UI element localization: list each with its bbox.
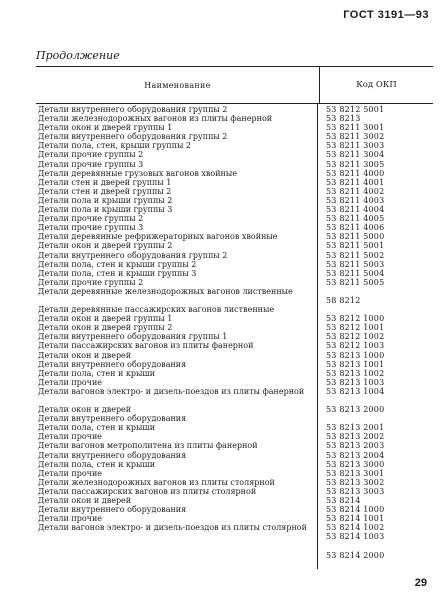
table-row-name: Детали окон и дверей <box>38 496 132 506</box>
table-row-name: Детали внутреннего оборудования группы 2 <box>38 250 228 260</box>
table-row-name: Детали окон и дверей группы 2 <box>38 323 173 333</box>
table-row-code: 53 8211 3001 <box>326 123 385 133</box>
table-row-code <box>318 405 433 423</box>
table-row-name: Детали пола, стен и крыши <box>38 368 156 378</box>
names-column <box>36 104 318 569</box>
table-row-code: 53 8211 4001 <box>326 177 385 187</box>
table-row-code: 53 8211 4005 <box>326 214 385 224</box>
table-row-code-value: 58 8212 <box>326 295 361 305</box>
table-row-name: Детали прочие группы 3 <box>38 159 144 169</box>
table-row-code: 53 8211 4004 <box>326 205 385 215</box>
table-row-code: 53 8211 3005 <box>326 159 385 169</box>
table-row-code: 53 8213 2002 <box>326 432 385 442</box>
table-row-code: 53 8211 5005 <box>326 277 385 287</box>
table-row-code: 53 8213 3001 <box>326 468 385 478</box>
table-row-code: 53 8213 1003 <box>326 377 385 387</box>
table-row-name: Детали внутреннего оборудования группы 2 <box>38 105 228 114</box>
table-row-code <box>318 551 433 569</box>
table-row-code: 53 8211 3002 <box>326 132 385 142</box>
table-row-name: Детали пола, стен и крыши группы 2 <box>38 259 197 269</box>
table-row-name: Детали прочие <box>38 468 103 478</box>
table-row-name: Детали внутреннего оборудования <box>38 505 187 515</box>
table-row-code: 53 8214 1000 <box>326 505 385 515</box>
table-row-code: 53 8211 5002 <box>326 250 385 260</box>
table-row-name: Детали пассажирских вагонов из плиты столярной <box>38 486 257 496</box>
table-row-name: Детали железнодорожных вагонов из плиты фанерной <box>38 114 273 124</box>
table-header <box>36 67 433 104</box>
table-row-name: Детали прочие группы 2 <box>38 214 144 224</box>
table-row-name: Детали прочие группы 2 <box>38 277 144 287</box>
table-row-name: Детали окон и дверей группы 1 <box>38 123 173 133</box>
table-row-name: Детали пола и крыши группы 3 <box>38 205 173 215</box>
table-row-name: Детали пола, стен и крыши <box>38 459 156 469</box>
table-row-code: 53 8214 <box>326 496 361 506</box>
standard-number: ГОСТ 3191—93 <box>343 9 429 21</box>
table-row-name: Детали пола, стен и крыши группы 3 <box>38 268 197 278</box>
table-row-code: 53 8213 1000 <box>326 350 385 360</box>
codes-column <box>318 104 433 569</box>
table-row-name: Детали вагонов электро- и дизель-поездов из плиты фанерной <box>38 386 305 396</box>
table-row-code: 53 8214 1002 <box>326 523 385 533</box>
table-row-name: Детали пола, стен и крыши <box>38 423 156 433</box>
table-row-name: Детали внутреннего оборудования <box>38 359 187 369</box>
table-row-code <box>318 296 433 314</box>
table-row-code: 53 8213 <box>326 114 361 124</box>
table-body <box>36 104 433 569</box>
table-row-name: Детали деревянные железнодорожных вагонов лиственные <box>38 286 293 296</box>
table-row-name: Детали прочие группы 2 <box>38 150 144 160</box>
table-row-name: Детали стен и дверей группы 1 <box>38 177 172 187</box>
table-row-code-value: 53 8213 2000 <box>326 405 385 415</box>
table-row-name: Детали прочие <box>38 514 103 524</box>
table-row-name: Детали пассажирских вагонов из плиты фанерной <box>38 341 254 351</box>
table-row-name: Детали внутреннего оборудования <box>38 414 187 424</box>
table-row-code: 53 8213 2003 <box>326 441 385 451</box>
table-row-code: 53 8213 3003 <box>326 486 385 496</box>
table-row-code: 53 8213 2001 <box>326 423 385 433</box>
continuation-label: Продолжение <box>36 49 120 62</box>
table-row-code: 53 8213 2004 <box>326 450 385 460</box>
table-row-code: 53 8211 4006 <box>326 223 385 233</box>
table-row-code: 53 8211 3004 <box>326 150 385 160</box>
table-row-code: 53 8213 3000 <box>326 459 385 469</box>
table-row-code: 53 8213 1004 <box>326 386 385 396</box>
table-row-name: Детали вагонов электро- и дизель-поездов из плиты столярной <box>38 523 307 533</box>
table-row-code-value: 53 8214 2000 <box>326 550 385 560</box>
table-row-name: Детали деревянные пассажирских вагонов лиственные <box>38 305 275 315</box>
column-header-name: Наименование <box>36 67 320 103</box>
table-row-name: Детали окон и дверей <box>38 405 132 415</box>
table-row-name: Детали внутреннего оборудования <box>38 450 187 460</box>
table-row-name: Детали прочие <box>38 377 103 387</box>
product-code-table <box>36 66 433 569</box>
table-row-code: 53 8212 1002 <box>326 332 385 342</box>
table-row-name: Детали внутреннего оборудования группы 1 <box>38 332 228 342</box>
table-row-code: 53 8212 5001 <box>326 105 385 114</box>
table-row-code: 53 8214 1003 <box>326 532 385 542</box>
table-row-code: 53 8211 5001 <box>326 241 385 251</box>
page-number: 29 <box>414 577 427 589</box>
table-row-code: 53 8214 1001 <box>326 514 385 524</box>
table-row-code: 53 8211 5004 <box>326 268 385 278</box>
table-row-name: Детали деревянные грузовых вагонов хвойные <box>38 168 237 178</box>
table-row-name: Детали вагонов метрополитена из плиты фанерной <box>38 441 258 451</box>
table-row-name: Детали внутреннего оборудования группы 2 <box>38 132 228 142</box>
table-row-name: Детали прочие <box>38 432 103 442</box>
column-header-code: Код ОКП <box>356 80 397 90</box>
table-row-code: 53 8211 5003 <box>326 259 385 269</box>
table-row-name: Детали деревянные рефрижераторных вагонов хвойные <box>38 232 278 242</box>
table-row-code: 53 8213 1002 <box>326 368 385 378</box>
table-row-name: Детали окон и дверей <box>38 350 132 360</box>
table-row-name: Детали пола, стен, крыши группы 2 <box>38 141 192 151</box>
table-row-code: 53 8212 1001 <box>326 323 385 333</box>
table-row-code: 53 8211 3003 <box>326 141 385 151</box>
table-row-name: Детали железнодорожных вагонов из плиты столярной <box>38 477 275 487</box>
table-row-name: Детали окон и дверей группы 1 <box>38 314 173 324</box>
table-row-name: Детали окон и дверей группы 2 <box>38 241 173 251</box>
table-row-code: 53 8211 5000 <box>326 232 385 242</box>
table-row-code: 53 8211 4003 <box>326 195 385 205</box>
table-row-code: 53 8213 3002 <box>326 477 385 487</box>
table-row-code: 53 8211 4000 <box>326 168 385 178</box>
table-row-code: 53 8213 1001 <box>326 359 385 369</box>
table-row-code: 53 8212 1003 <box>326 341 385 351</box>
table-row-code: 53 8212 1000 <box>326 314 385 324</box>
table-row-name: Детали прочие группы 3 <box>38 223 144 233</box>
table-row-name: Детали пола и крыши группы 2 <box>38 195 173 205</box>
table-row-name: Детали стен и дверей группы 2 <box>38 186 172 196</box>
table-row-code: 53 8211 4002 <box>326 186 385 196</box>
